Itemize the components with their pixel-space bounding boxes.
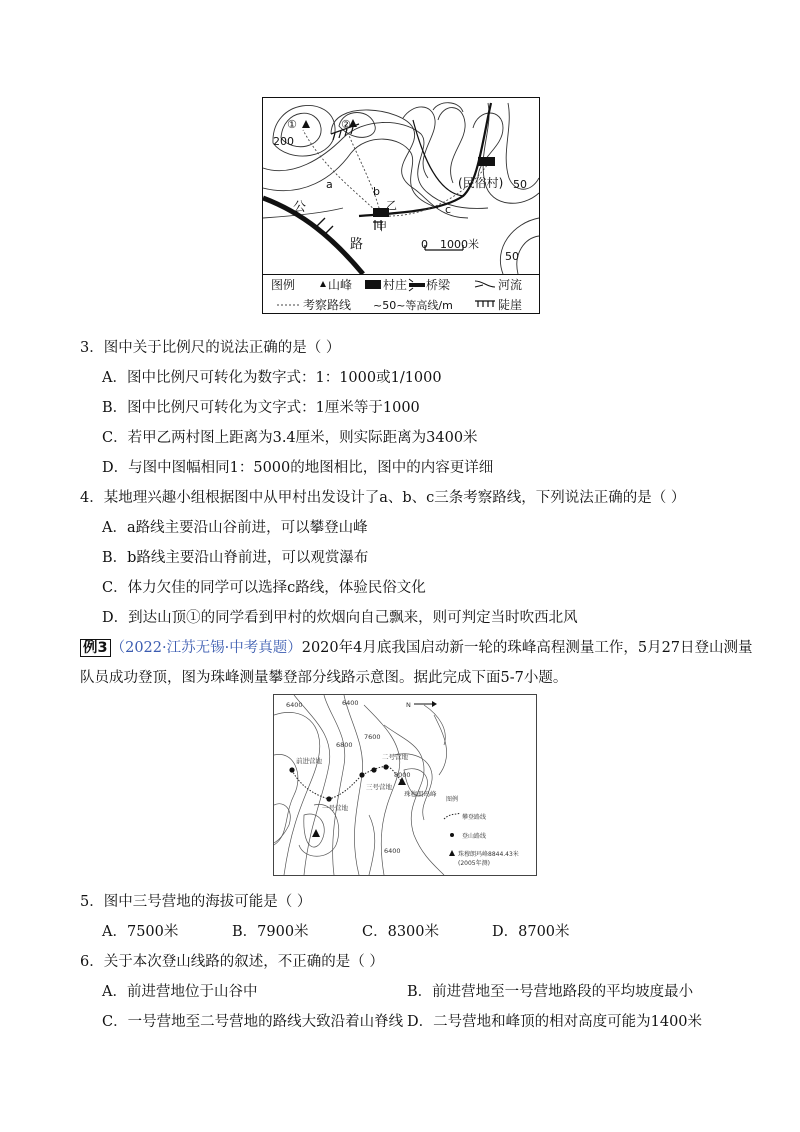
map2-legend-camp-icon [450, 833, 454, 837]
question-4-stem: 4．某地理兴趣小组根据图中从甲村出发设计了a、b、c三条考察路线，下列说法正确的是（ ） [80, 490, 686, 506]
map1-drawing [263, 98, 539, 274]
camp-two-marker-a [371, 767, 376, 772]
map2-legend-route-label: 攀登路线 [462, 814, 487, 821]
contour-6400a-label: 6400 [286, 701, 303, 709]
question-6-stem: 6．关于本次登山线路的叙述，不正确的是（ ） [80, 954, 384, 970]
question-3-stem: 3．图中关于比例尺的说法正确的是（ ） [80, 340, 341, 356]
contour-50a-label: 50 [513, 178, 527, 191]
question-3-option-c[interactable]: C．若甲乙两村图上距离为3.4厘米，则实际距离为3400米 [102, 430, 478, 446]
everest-route-map [273, 694, 537, 876]
legend-cliff-icon [475, 301, 495, 307]
example-3-tag: 例3 [80, 639, 111, 657]
legend-peak-label: 山峰 [328, 278, 353, 292]
legend-village-icon [365, 280, 381, 289]
contour-8000-label: 8000 [394, 771, 411, 779]
question-6-option-d[interactable]: D．二号营地和峰顶的相对高度可能为1400米 [407, 1014, 703, 1030]
example-3-text-1: 2020年4月底我国启动新一轮的珠峰高程测量工作，5月27日登山测量 [301, 640, 753, 656]
camp-one-label: 一号营地 [322, 804, 348, 812]
question-5-option-d[interactable]: D．8700米 [492, 924, 570, 940]
camp-three-marker [359, 772, 364, 777]
legend-bridge-label: 桥梁 [426, 278, 451, 292]
minsu-village-label: (民俗村) [458, 176, 504, 190]
camp-front-marker [289, 767, 294, 772]
question-5-option-a[interactable]: A．7500米 [102, 924, 179, 940]
question-4-option-c[interactable]: C．体力欠佳的同学可以选择c路线，体验民俗文化 [102, 580, 426, 596]
map2-legend-summit-label: 珠穆朗玛峰8844.43米 [458, 851, 519, 858]
legend-title: 图例 [271, 278, 296, 292]
question-4-option-b[interactable]: B．b路线主要沿山脊前进，可以观赏瀑布 [102, 550, 369, 566]
contour-50b-label: 50 [505, 250, 519, 263]
question-4-option-d[interactable]: D．到达山顶①的同学看到甲村的炊烟向自己飘来，则可判定当时吹西北风 [102, 610, 578, 626]
road-gong-label: 公 [293, 200, 307, 215]
question-3-option-a[interactable]: A．图中比例尺可转化为数字式：1：1000或1/1000 [102, 370, 442, 386]
camp-one-marker [326, 796, 331, 801]
question-3-option-d[interactable]: D．与图中图幅相同1：5000的地图相比，图中的内容更详细 [102, 460, 494, 476]
legend-route-label: 考察路线 [303, 298, 352, 312]
legend-river-icon [475, 281, 495, 287]
scale-zero-label: 0 [421, 238, 428, 251]
map2-legend-title: 图例 [446, 796, 459, 803]
peak-marker-icon [312, 829, 320, 837]
north-arrow-icon [432, 701, 437, 707]
legend-cliff-label: 陡崖 [498, 298, 523, 312]
legend-bridge-icon [409, 279, 425, 291]
contour-7600-label: 7600 [364, 733, 381, 741]
scale-length-label: 1000米 [440, 238, 479, 251]
map2-legend-camp-label: 登山路线 [462, 833, 487, 840]
village-jia-label: 甲 [376, 220, 387, 233]
legend-village-label: 村庄 [383, 278, 408, 292]
example-3-source[interactable]: （2022·江苏无锡·中考真题） [110, 640, 302, 656]
camp-front-label: 前进营地 [296, 757, 322, 765]
question-6-option-c[interactable]: C．一号营地至二号营地的路线大致沿着山脊线 [102, 1014, 404, 1030]
map1-legend [262, 273, 540, 314]
map2-drawing [274, 695, 536, 875]
camp-three-label: 三号营地 [366, 783, 392, 791]
question-5-option-b[interactable]: B．7900米 [232, 924, 309, 940]
map2-legend-route-icon [444, 813, 460, 819]
village-yi-label: 乙 [386, 199, 397, 212]
example-3-line-1 [80, 638, 753, 658]
camp-two-label: 二号营地 [382, 753, 408, 761]
map1-legend-drawing [263, 273, 539, 313]
question-3-option-b[interactable]: B．图中比例尺可转化为文字式：1厘米等于1000 [102, 400, 420, 416]
route-a-label: a [326, 178, 333, 191]
peak-2-label: ② [341, 118, 351, 131]
legend-peak-icon [320, 281, 326, 287]
topographic-map-1 [262, 97, 540, 275]
map2-legend-summit-icon [449, 850, 455, 856]
summit-label: 珠穆朗玛峰 [404, 790, 437, 798]
route-c-label: c [445, 203, 452, 216]
contour-6400b-label: 6400 [342, 699, 359, 707]
legend-river-label: 河流 [498, 278, 523, 292]
contour-6800-label: 6800 [336, 741, 353, 749]
camp-two-marker-b [383, 764, 388, 769]
route-b-label: b [373, 185, 380, 198]
map2-legend-summit-note: (2005年测) [458, 860, 490, 867]
road-lu-label: 路 [350, 237, 364, 252]
contour-6400c-label: 6400 [384, 847, 401, 855]
question-5-option-c[interactable]: C．8300米 [362, 924, 439, 940]
question-5-stem: 5．图中三号营地的海拔可能是（ ） [80, 894, 312, 910]
contour-200-label: 200 [273, 135, 294, 148]
question-4-option-a[interactable]: A．a路线主要沿山谷前进，可以攀登山峰 [102, 520, 368, 536]
peak-1-label: ① [287, 118, 297, 131]
north-label: N [406, 701, 411, 709]
question-6-option-b[interactable]: B．前进营地至一号营地路段的平均坡度最小 [407, 984, 694, 1000]
question-6-option-a[interactable]: A．前进营地位于山谷中 [102, 984, 258, 1000]
legend-contour-label: ~50~等高线/m [373, 299, 453, 312]
example-3-line-2: 队员成功登顶，图为珠峰测量攀登部分线路示意图。据此完成下面5-7小题。 [80, 670, 568, 686]
